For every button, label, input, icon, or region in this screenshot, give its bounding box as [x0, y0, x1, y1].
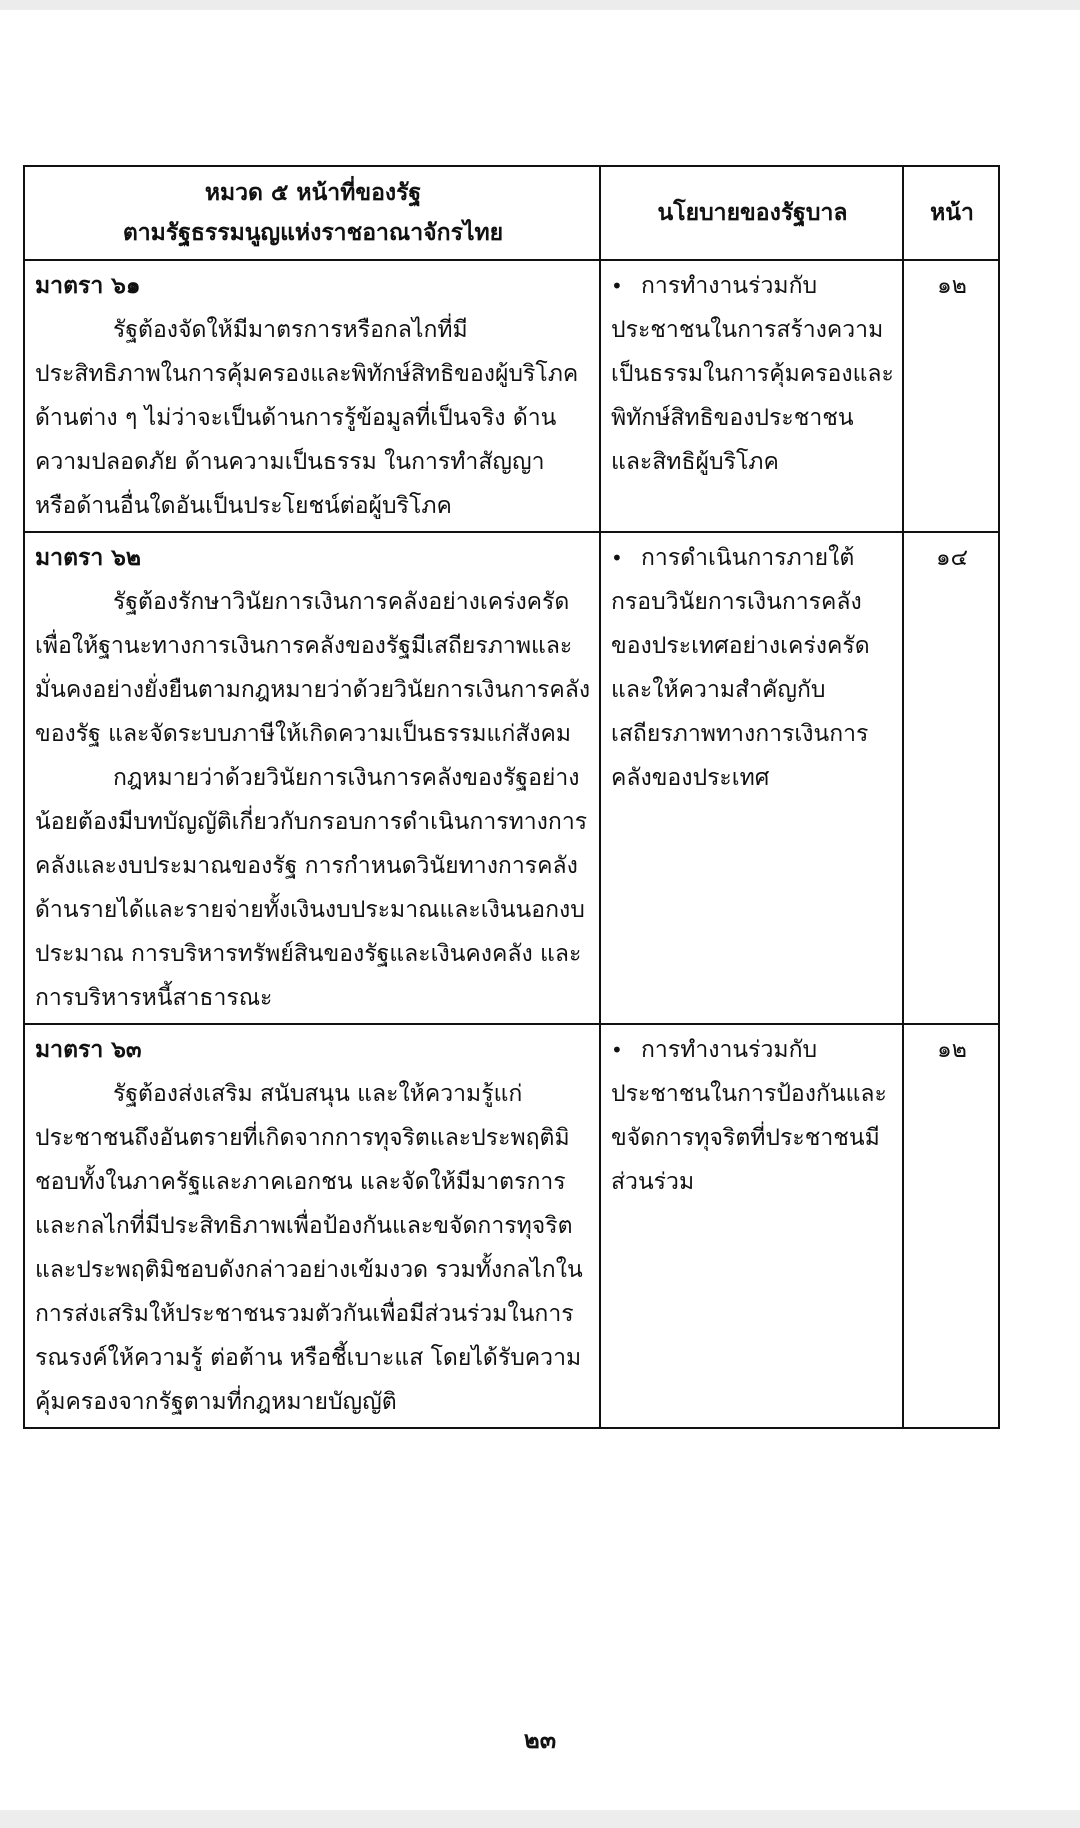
policy-item: [611, 264, 894, 484]
constitution-cell: [24, 532, 600, 1024]
header-constitution-line1: หมวด ๕ หน้าที่ของรัฐ: [204, 180, 422, 206]
header-constitution: [24, 166, 600, 260]
header-policy: นโยบายของรัฐบาล: [600, 166, 903, 260]
section-paragraph: รัฐต้องส่งเสริม สนับสนุน และให้ความรู้แก่ประชาชนถึงอันตรายที่เกิดจากการทุจริตและประพฤติมิชอบทั้งในภาครัฐและภาคเอกชน และจัดให้มีมาตรการและกลไกที่มีประสิทธิภาพเพื่อป้องกันและขจัดการทุจริตและประพฤติมิชอบดังกล่าวอย่างเข้มงวด รวมทั้งกลไกในการส่งเสริมให้ประชาชนรวมตัวกันเพื่อมีส่วนร่วมในการรณรงค์ให้ความรู้ ต่อต้าน หรือชี้เบาะแส โดยได้รับความคุ้มครองจากรัฐตามที่กฎหมายบัญญัติ: [35, 1081, 583, 1415]
bullet-icon: •: [611, 1038, 623, 1062]
policy-cell: [600, 1024, 903, 1428]
policy-text: การดำเนินการภายใต้กรอบวินัยการเงินการคลังของประเทศอย่างเคร่งครัด และให้ความสำคัญกับเสถียรภาพทางการเงินการคลังของประเทศ: [611, 545, 870, 791]
policy-cell: [600, 532, 903, 1024]
page-ref-cell: ๑๒: [903, 1024, 999, 1428]
policy-text: การทำงานร่วมกับประชาชนในการสร้างความเป็นธรรมในการคุ้มครองและพิทักษ์สิทธิของประชาชนและสิทธิผู้บริโภค: [611, 273, 894, 475]
table-row: [24, 532, 999, 1024]
header-constitution-line2: ตามรัฐธรรมนูญแห่งราชอาณาจักรไทย: [122, 220, 504, 246]
table-header-row: [24, 166, 999, 260]
policy-text: การทำงานร่วมกับประชาชนในการป้องกันและขจัดการทุจริตที่ประชาชนมีส่วนร่วม: [611, 1037, 887, 1195]
page-number: ๒๓: [523, 1726, 557, 1754]
page-ref-cell: ๑๔: [903, 532, 999, 1024]
bullet-icon: •: [611, 274, 623, 298]
constitution-cell: [24, 260, 600, 532]
policy-item: [611, 1028, 894, 1204]
bullet-icon: •: [611, 546, 623, 570]
page-ref-cell: ๑๒: [903, 260, 999, 532]
section-title: มาตรา ๖๑: [35, 273, 141, 299]
table-row: [24, 1024, 999, 1428]
policy-table: [23, 165, 1000, 1429]
policy-cell: [600, 260, 903, 532]
section-paragraph: รัฐต้องรักษาวินัยการเงินการคลังอย่างเคร่งครัด เพื่อให้ฐานะทางการเงินการคลังของรัฐมีเสถียรภาพและมั่นคงอย่างยั่งยืนตามกฎหมายว่าด้วยวินัยการเงินการคลังของรัฐ และจัดระบบภาษีให้เกิดความเป็นธรรมแก่สังคม: [35, 589, 591, 747]
viewer-top-strip: [0, 0, 1080, 10]
section-title: มาตรา ๖๓: [35, 1037, 142, 1063]
constitution-cell: [24, 1024, 600, 1428]
table-row: [24, 260, 999, 532]
section-title: มาตรา ๖๒: [35, 545, 142, 571]
policy-item: [611, 536, 894, 800]
header-page: หน้า: [903, 166, 999, 260]
section-paragraph: รัฐต้องจัดให้มีมาตรการหรือกลไกที่มีประสิทธิภาพในการคุ้มครองและพิทักษ์สิทธิของผู้บริโภคด้านต่าง ๆ ไม่ว่าจะเป็นด้านการรู้ข้อมูลที่เป็นจริง ด้านความปลอดภัย ด้านความเป็นธรรม ในการทำสัญญา หรือด้านอื่นใดอันเป็นประโยชน์ต่อผู้บริโภค: [35, 317, 579, 519]
section-paragraph: กฎหมายว่าด้วยวินัยการเงินการคลังของรัฐอย่างน้อยต้องมีบทบัญญัติเกี่ยวกับกรอบการดำเนินการทางการคลังและงบประมาณของรัฐ การกำหนดวินัยทางการคลังด้านรายได้และรายจ่ายทั้งเงินงบประมาณและเงินนอกงบประมาณ การบริหารทรัพย์สินของรัฐและเงินคงคลัง และการบริหารหนี้สาธารณะ: [35, 765, 588, 1011]
document-page: [0, 10, 1080, 1810]
